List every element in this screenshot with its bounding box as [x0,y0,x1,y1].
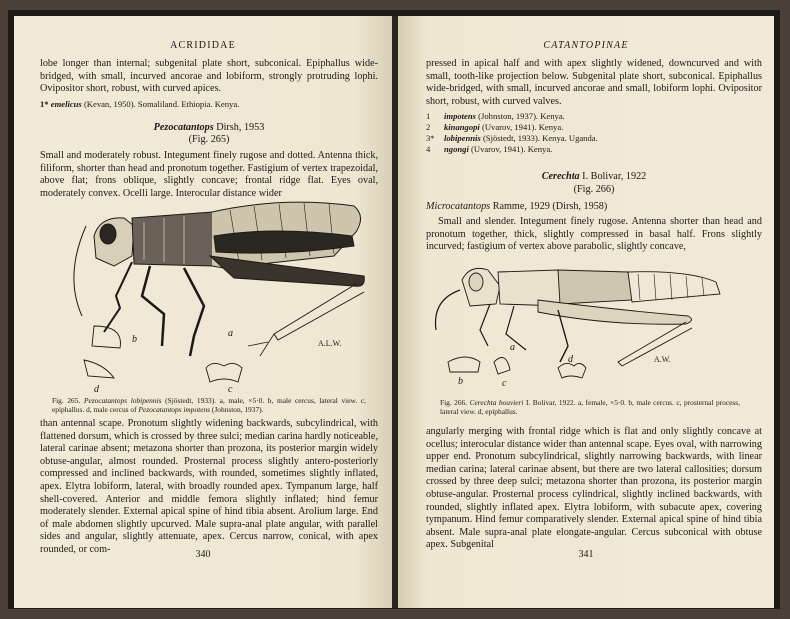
antenna-line [74,226,86,316]
figure-265-caption: Fig. 265. Pezocatantops lobipennis (Sjöstedt, 1933). a, male, ×5·0. b, male cercus, lateral view. c, epiphallus. d, male cercus of Pezocatantops impotens (Johnston, 1937). [52,396,366,415]
species-mark: 1* [40,98,49,109]
left-top-paragraph: lobe longer than internal; subgenital plate short, subconical. Epiphallus wide-bridged, with small, incurved ancorae and lobiform, strongly protruding lophi. Ovipositor short, robust, with curved apices. [40,58,378,95]
left-page [14,16,392,608]
fig266-label-a: a [510,342,515,353]
synonym-line: Microcatantops Ramme, 1929 (Dirsh, 1958) [426,200,608,212]
species-entry [40,99,378,110]
genus-fig-ref: (Fig. 266) [573,183,615,195]
epiphallus-d-sketch [558,363,586,378]
species-list [426,111,762,155]
list-item: 1 impotens (Johnston, 1937). Kenya. [426,111,565,122]
genus-heading [40,122,378,135]
right-top-block [426,58,762,254]
genus-description: Small and moderately robust. Integument finely rugose and dotted. Antenna thick, filiform, shorter than head and pronotum together. Fastigium of vertex trapezoidal, above flat; frons oblique, slightly concave; frontal ridge flat. Eyes oval, moderately convex. Ocelli large. Interocular distance wider [40,149,378,199]
fig265-label-d: d [94,384,99,395]
left-top-block [40,58,378,200]
figure-266-illustration [418,250,763,390]
left-running-head: ACRIDIDAE [170,40,236,51]
epiphallus-c-sketch [206,363,242,382]
genus-author: Dirsh, 1953 [216,121,265,133]
left-page-number: 340 [195,549,211,560]
list-item: 2 kinangopi (Uvarov, 1941). Kenya. [426,122,564,133]
genus-name: Pezocatantops [153,121,214,133]
species-name: emelicus [50,98,82,109]
right-bottom-block [426,426,762,552]
cercus-b-sketch [448,357,480,372]
right-page [398,16,774,608]
list-item: 3* lobipennis (Sjöstedt, 1933). Kenya. Uganda. [426,133,598,144]
left-bottom-paragraph: than antennal scape. Pronotum slightly widening backwards, subcylindrical, with flattened dorsum, which is crossed by three sulci; median carina hardly noticeable, lateral carinae absent; metazona shorter than prozona, its posterior margin widely obtuse-angular, almost rounded. Prosternal process slightly antero-posteriorly compressed and inclined backwards, with rounded, sometimes slightly inflated, apex. Elytra lobiform, lateral, with broadly rounded apex. Tympanum large, half shell-covered. Anterior and middle femora slightly inflated; hind femur moderately slender. External apical spine of hind tibia absent. Arolium large. End of male abdomen slightly upcurved. Male supra-anal plate angular, with parallel sides and angular, slightly attenuate, apex. Cercus narrow, conical, with apex rounded, or com- [40,418,378,555]
genus-description: Small and slender. Integument finely rugose. Antenna shorter than head and pronotum together, thick, slightly compressed in basal half. Frons slightly incurved; fastigium of vertex above parabolic, slightly concave, [426,216,762,253]
fig265-label-b: b [132,334,137,345]
species-rest: (Kevan, 1950). Somaliland. Ethiopia. Kenya. [83,98,240,109]
fig266-signature: A.W. [654,355,671,364]
fig265-label-a: a [228,328,233,339]
figure-265-illustration [34,196,379,396]
left-bottom-block [40,418,378,557]
right-page-number: 341 [578,549,594,560]
fig266-label-d: d [568,354,573,365]
fig266-label-c: c [502,378,507,389]
right-top-paragraph: pressed in apical half and with apex slightly widened, downcurved and with small, tooth-like projection below. Subgenital plate short, subconical. Epiphallus wide-bridged, with small, incurved ancorae and small, lobiform lophi. Ovipositor short, robust, with curved valves. [426,58,762,107]
cercus-d-sketch [84,360,114,378]
right-bottom-paragraph: angularly merging with frontal ridge which is flat and only slightly concave at ocellus; interocular distance wider than antennal scape. Eyes oval, with narrowing upper end. Pronotum subcylindrical, slightly narrowing backwards, with linear median carina; lateral carinae absent, but there are two lateral callosities; dorsum crossed by three deep sulci; metazona shorter than prozona, its posterior margin obtuse-angular. Prosternal process cylindrical, slightly inclined backwards, with rounded, slightly inflated apex. Elytra lobiform, with subacute apex, covering tympanum. Hind femur comparatively slender. External apical spine of hind tibia absent. Male supra-anal plate elongate-angular. Cercus subconical with obtuse apex. Subgenital [426,426,762,551]
right-running-head: CATANTOPINAE [543,40,629,51]
prosternal-c-sketch [494,358,510,375]
figure-266-caption: Fig. 266. Cerechta bouvieri I. Bolivar, 1922. a, female, ×5·0. b, male cercus. c, prosternal process, lateral view. d, epiphallus. [440,398,740,417]
fig265-signature: A.L.W. [318,339,342,348]
genus-fig-ref: (Fig. 265) [188,134,230,146]
genus-heading: Cerechta I. Bolivar, 1922 [541,171,647,183]
fig266-label-b: b [458,376,463,387]
fig265-label-c: c [228,384,233,395]
list-item: 4 ngongi (Uvarov, 1941). Kenya. [426,144,553,155]
open-book [8,10,780,609]
